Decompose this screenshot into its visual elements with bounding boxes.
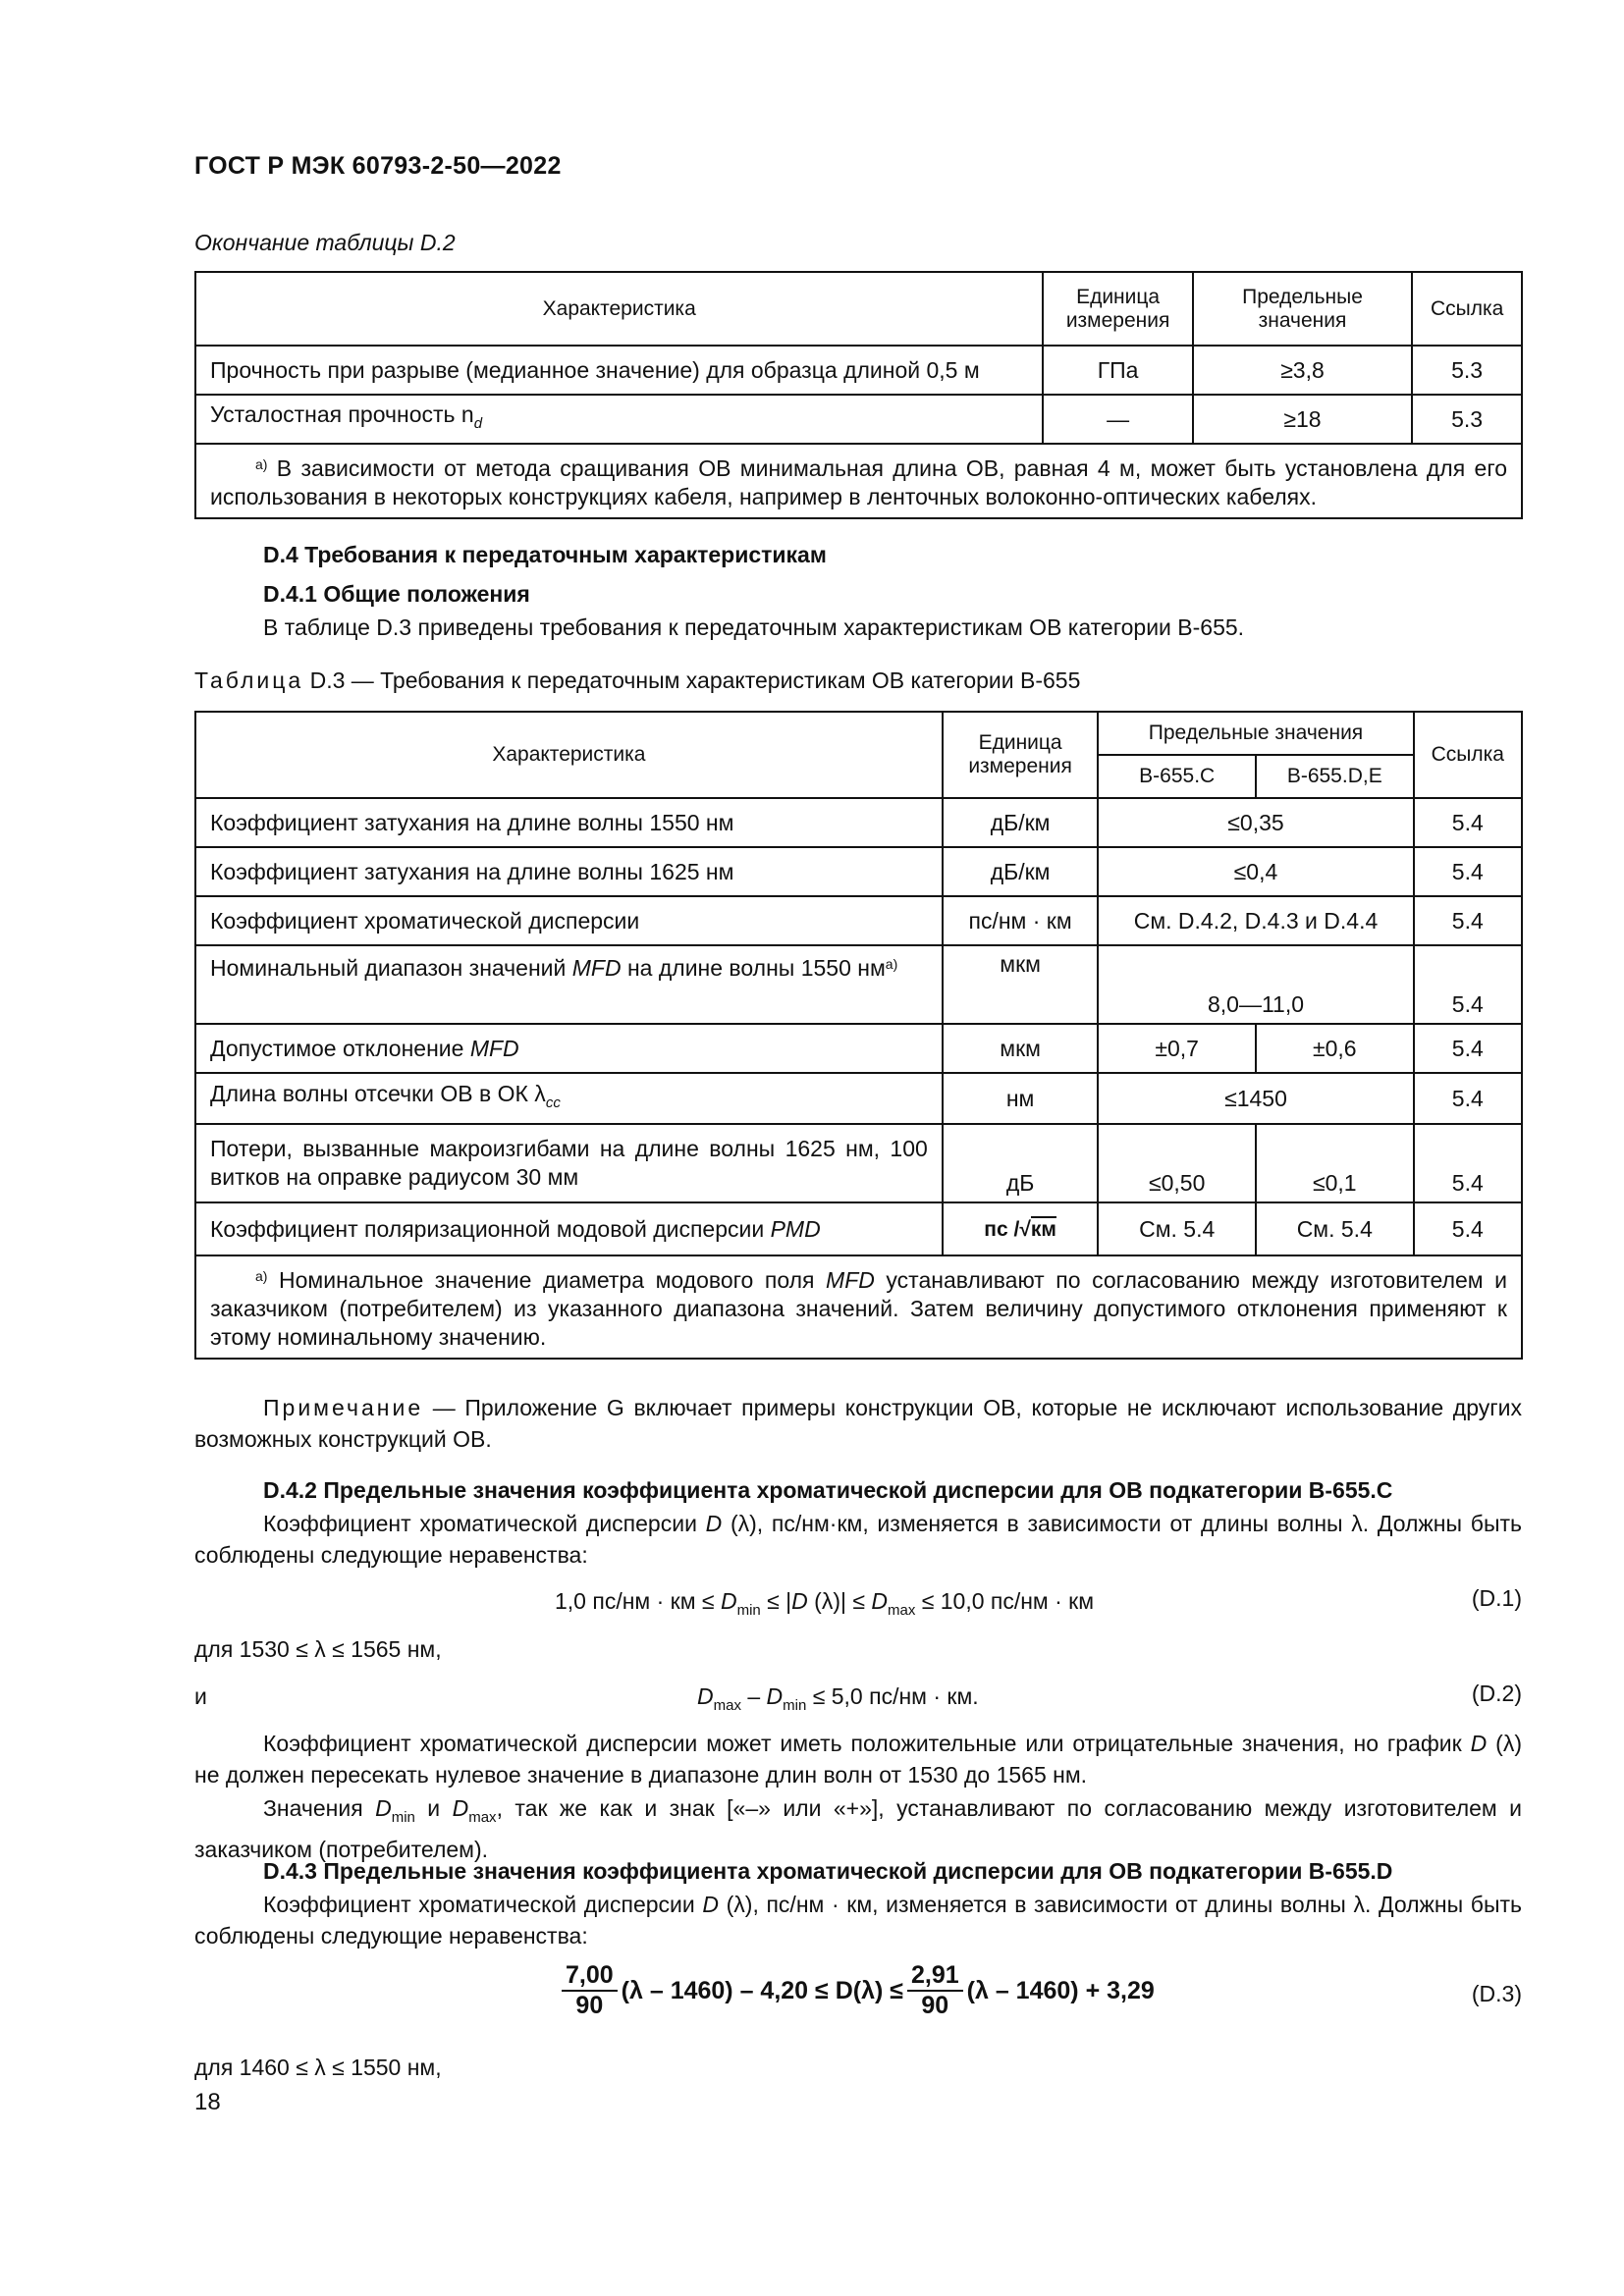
table-d2-header-limits: Предельные значения <box>1193 272 1412 346</box>
table-d3 <box>194 711 1523 1360</box>
eq-text: ≤ 5,0 пс/нм · км. <box>806 1683 979 1709</box>
table-footnote-row <box>195 444 1522 518</box>
table-cell: 5.4 <box>1414 798 1522 847</box>
table-cell: Прочность при разрыве (медианное значение) для образца длиной 0,5 м <box>195 346 1043 395</box>
unit-radicand: км <box>1030 1217 1056 1241</box>
subscript: max <box>468 1809 497 1826</box>
fraction <box>562 1961 618 2020</box>
table-cell <box>195 945 943 1024</box>
and-word: и <box>194 1683 207 1709</box>
numerator: 2,91 <box>907 1961 963 1992</box>
table-row <box>195 798 1522 847</box>
table-cell: ≤1450 <box>1098 1073 1413 1124</box>
table-cell: Коэффициент затухания на длине волны 1550 нм <box>195 798 943 847</box>
table-cell: 5.3 <box>1412 395 1522 444</box>
text: , так же как и знак [«–» или «+»], устанавливают по согласованию между изготовителем и заказчиком (потребителем). <box>194 1795 1523 1862</box>
table-cell <box>195 1073 943 1124</box>
eq-sub: min <box>783 1697 807 1714</box>
eq-text: (λ – 1460) + 3,29 <box>966 1976 1155 2004</box>
eq-sub: min <box>736 1602 761 1619</box>
table-cell: ≤0,35 <box>1098 798 1413 847</box>
table-cell: дБ/км <box>943 847 1099 896</box>
table-cell: дБ <box>943 1124 1099 1202</box>
table-d3-header-characteristic: Характеристика <box>195 712 943 798</box>
cell-italic: MFD <box>469 1035 519 1061</box>
table-cell: 5.3 <box>1412 346 1522 395</box>
sqrt-icon: √ <box>1019 1217 1031 1241</box>
eq-var: D <box>791 1588 808 1614</box>
denominator: 90 <box>921 1992 949 2019</box>
footnote-mark: a) <box>885 956 898 972</box>
text: (λ), пс/нм · км, изменяется в зависимости от длины волны λ. Должны быть соблюдены следующие неравенства: <box>194 1892 1522 1949</box>
section-d41-title: D.4.1 Общие положения <box>263 581 530 607</box>
table-cell: пс/нм · км <box>943 896 1099 945</box>
table-row <box>195 945 1522 1024</box>
section-d41-text: В таблице D.3 приведены требования к передаточным характеристикам ОВ категории В-655. <box>263 614 1245 640</box>
table-d3-header-unit: Единица измерения <box>943 712 1099 798</box>
eq-text: (λ)| ≤ <box>807 1588 872 1614</box>
table-cell: 5.4 <box>1414 1124 1522 1202</box>
subscript: min <box>391 1809 415 1826</box>
table-cell: Потери, вызванные макроизгибами на длине волны 1625 нм, 100 витков на оправке радиусом 30 мм <box>195 1124 943 1202</box>
table-d2-header-unit: Единица измерения <box>1043 272 1192 346</box>
table-cell: 5.4 <box>1414 847 1522 896</box>
table-cell: 5.4 <box>1414 945 1522 1024</box>
table-d2-caption: Окончание таблицы D.2 <box>194 230 456 255</box>
range-d1: для 1530 ≤ λ ≤ 1565 нм, <box>194 1636 442 1662</box>
italic-text: D <box>452 1795 469 1821</box>
eq-text: (λ – 1460) – 4,20 ≤ D(λ) ≤ <box>621 1976 903 2004</box>
table-cell: ≤0,1 <box>1256 1124 1414 1202</box>
table-d2-header-characteristic: Характеристика <box>195 272 1043 346</box>
range-d3: для 1460 ≤ λ ≤ 1550 нм, <box>194 2055 442 2080</box>
table-cell <box>943 1202 1099 1255</box>
table-d3-header-de: В-655.D,E <box>1256 755 1414 798</box>
table-cell: — <box>1043 395 1192 444</box>
table-cell: мкм <box>943 945 1099 1024</box>
denominator: 90 <box>575 1992 604 2019</box>
note-label: Примечание <box>263 1395 424 1420</box>
section-d42-p2 <box>194 1728 1522 1790</box>
cell-text: на длине волны 1550 нм <box>621 955 886 981</box>
table-cell <box>195 395 1043 444</box>
table-cell: 5.4 <box>1414 896 1522 945</box>
eq-text: ≤ | <box>760 1588 792 1614</box>
table-d3-header-ref: Ссылка <box>1414 712 1522 798</box>
table-row <box>195 395 1522 444</box>
table-d2 <box>194 271 1523 519</box>
table-cell: Коэффициент хроматической дисперсии <box>195 896 943 945</box>
table-cell: 5.4 <box>1414 1024 1522 1073</box>
text: Коэффициент хроматической дисперсии <box>263 1892 703 1917</box>
table-cell: ГПа <box>1043 346 1192 395</box>
eq-sub: max <box>713 1697 741 1714</box>
eq-var: D <box>720 1588 737 1614</box>
cell-text: Коэффициент поляризационной модовой дисперсии <box>210 1215 771 1242</box>
footnote-text: В зависимости от метода сращивания ОВ минимальная длина ОВ, равная 4 м, может быть установлена для его использования в некоторых конструкциях кабеля, например в ленточных волоконно-оптических кабелях. <box>210 455 1507 509</box>
italic-text: D <box>702 1892 719 1917</box>
equation-d1-number: (D.1) <box>1471 1585 1522 1611</box>
table-d3-header-limits: Предельные значения <box>1098 712 1413 755</box>
table-cell: ≥3,8 <box>1193 346 1412 395</box>
cell-text: Допустимое отклонение <box>210 1035 470 1061</box>
table-row <box>195 847 1522 896</box>
fraction <box>907 1961 963 2020</box>
table-d3-footnote <box>195 1255 1522 1359</box>
table-cell: ±0,6 <box>1256 1024 1414 1073</box>
text: (λ) не должен пересекать нулевое значение в диапазоне длин волн от 1530 до 1565 нм. <box>194 1731 1522 1788</box>
table-cell: См. 5.4 <box>1098 1202 1256 1255</box>
text: (λ), пс/нм·км, изменяется в зависимости от длины волны λ. Должны быть соблюдены следующие неравенства: <box>194 1511 1522 1568</box>
table-cell: См. D.4.2, D.4.3 и D.4.4 <box>1098 896 1413 945</box>
text: Значения <box>263 1795 376 1821</box>
equation-d1 <box>555 1585 1094 1627</box>
cell-text: Длина волны отсечки ОВ в ОК λ <box>210 1081 546 1106</box>
table-row <box>195 1024 1522 1073</box>
cell-subscript: d <box>473 415 483 432</box>
equation-d2-number: (D.2) <box>1471 1681 1522 1706</box>
table-row <box>195 1124 1522 1202</box>
section-d42-p1 <box>194 1508 1522 1571</box>
unit-text: пс / <box>984 1217 1020 1241</box>
table-cell: дБ/км <box>943 798 1099 847</box>
table-row <box>195 896 1522 945</box>
equation-d3 <box>562 1961 1155 2020</box>
table-cell: мкм <box>943 1024 1099 1073</box>
eq-var: D <box>766 1683 784 1709</box>
table-d3-caption <box>194 667 1080 694</box>
footnote-text: Номинальное значение диаметра модового поля <box>267 1267 827 1293</box>
table-cell: 8,0—11,0 <box>1098 945 1413 1024</box>
eq-text: – <box>740 1683 767 1709</box>
cell-italic: MFD <box>571 955 622 981</box>
note <box>194 1392 1522 1455</box>
eq-var: D <box>697 1683 714 1709</box>
table-cell: ≤0,4 <box>1098 847 1413 896</box>
table-cell: См. 5.4 <box>1256 1202 1414 1255</box>
table-d2-footnote <box>195 444 1522 518</box>
equation-d3-number: (D.3) <box>1471 1981 1522 2006</box>
table-cell: 5.4 <box>1414 1073 1522 1124</box>
table-cell: ≤0,50 <box>1098 1124 1256 1202</box>
table-cell: ≥18 <box>1193 395 1412 444</box>
table-cell: ±0,7 <box>1098 1024 1256 1073</box>
footnote-text: устанавливают по согласованию между изготовителем и заказчиком (потребителем) из указанного диапазона значений. Затем величину допустимого отклонения применяют к этому номинальному значению. <box>210 1267 1508 1350</box>
note-text: — Приложение G включает примеры конструкции ОВ, которые не исключают использование других возможных конструкций ОВ. <box>194 1395 1522 1452</box>
caption-text: D.3 — Требования к передаточным характеристикам ОВ категории В-655 <box>303 667 1081 693</box>
footnote-mark: a) <box>255 456 268 472</box>
italic-text: D <box>1470 1731 1488 1756</box>
text: и <box>414 1795 453 1821</box>
table-cell <box>195 1024 943 1073</box>
table-cell: 5.4 <box>1414 1202 1522 1255</box>
table-footnote-row <box>195 1255 1522 1359</box>
cell-subscript: cc <box>545 1095 561 1111</box>
table-row <box>195 346 1522 395</box>
cell-text: Номинальный диапазон значений <box>210 955 572 981</box>
section-d43-p1 <box>194 1889 1522 1951</box>
eq-var: D <box>871 1588 888 1614</box>
eq-text: 1,0 пс/нм · км ≤ <box>555 1588 721 1614</box>
table-cell: Коэффициент затухания на длине волны 1625 нм <box>195 847 943 896</box>
section-d42-title: D.4.2 Предельные значения коэффициента хроматической дисперсии для ОВ подкатегории В-655.С <box>263 1477 1393 1503</box>
italic-text: D <box>705 1511 723 1536</box>
eq-sub: max <box>887 1602 916 1619</box>
section-d42-p3 <box>194 1792 1522 1865</box>
footnote-italic: MFD <box>826 1267 875 1293</box>
table-row <box>195 1202 1522 1255</box>
page-number: 18 <box>194 2089 221 2115</box>
equation-d2 <box>697 1681 979 1722</box>
cell-italic: PMD <box>770 1215 821 1242</box>
section-d4-title: D.4 Требования к передаточным характеристикам <box>263 542 827 567</box>
document-title: ГОСТ Р МЭК 60793-2-50—2022 <box>194 152 562 180</box>
eq-text: ≤ 10,0 пс/нм · км <box>915 1588 1095 1614</box>
section-d43-title: D.4.3 Предельные значения коэффициента хроматической дисперсии для ОВ подкатегории В-655.D <box>263 1858 1393 1884</box>
cell-text: Усталостная прочность n <box>210 401 474 427</box>
table-d2-header-ref: Ссылка <box>1412 272 1522 346</box>
table-row <box>195 1073 1522 1124</box>
text: Коэффициент хроматической дисперсии <box>263 1511 706 1536</box>
caption-prefix: Таблица <box>194 667 304 693</box>
table-d3-header-c: В-655.С <box>1098 755 1256 798</box>
text: Коэффициент хроматической дисперсии может иметь положительные или отрицательные значения, но график <box>263 1731 1471 1756</box>
table-cell <box>195 1202 943 1255</box>
table-cell: нм <box>943 1073 1099 1124</box>
italic-text: D <box>375 1795 392 1821</box>
footnote-mark: a) <box>255 1268 268 1284</box>
numerator: 7,00 <box>562 1961 618 1992</box>
